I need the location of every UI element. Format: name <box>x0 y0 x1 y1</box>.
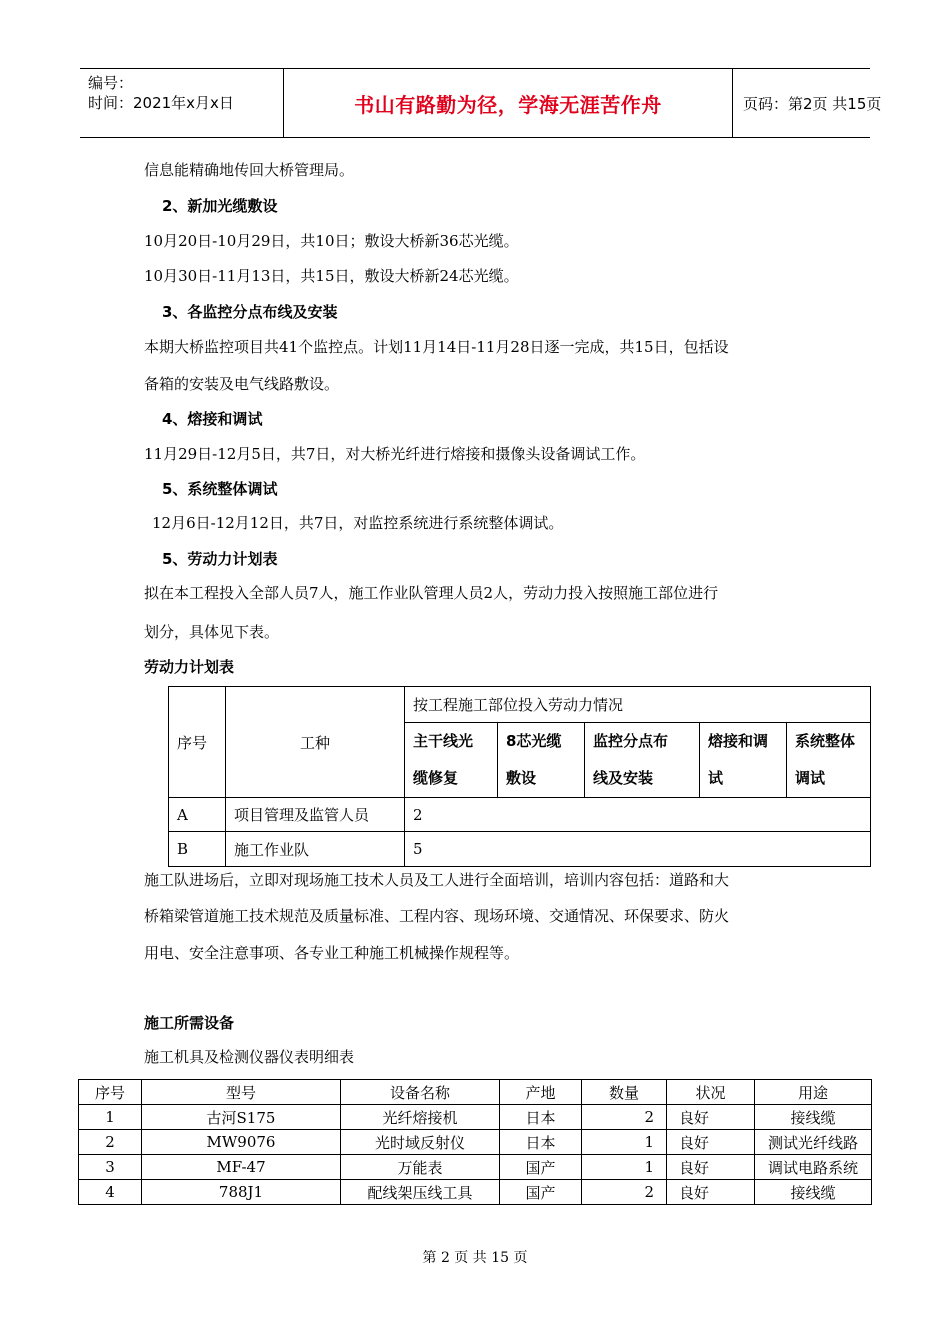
equipment-table <box>78 1079 872 1205</box>
paragraph-line: 本期大桥监控项目共41个监控点。计划11月14日-11月28日逐一完成，共15日，包括设 <box>144 338 729 356</box>
equip-header-cell: 状况 <box>667 1080 755 1105</box>
paragraph-line: 桥箱梁管道施工技术规范及质量标准、工程内容、现场环境、交通情况、环保要求、防火 <box>144 907 730 925</box>
header-motto: 书山有路勤为径，学海无涯苦作舟 <box>283 69 733 137</box>
header-meta <box>80 69 283 137</box>
equip-cell-origin: 日本 <box>500 1130 582 1155</box>
doc-time-label: 时间：2021年x月x日 <box>88 94 234 112</box>
equip-cell-name: 光纤熔接机 <box>341 1105 500 1130</box>
equip-cell-qty: 2 <box>582 1180 667 1205</box>
equip-cell-origin: 国产 <box>500 1155 582 1180</box>
section-heading: 3、各监控分点布线及安装 <box>162 303 338 321</box>
labor-subheader: 监控分点布 线及安装 <box>585 723 700 798</box>
section-heading: 施工所需设备 <box>144 1014 235 1032</box>
equip-cell-usage: 调试电路系统 <box>755 1155 872 1180</box>
equip-cell-name: 万能表 <box>341 1155 500 1180</box>
labor-row-no: A <box>169 798 226 832</box>
equip-cell-no: 1 <box>79 1105 142 1130</box>
doc-code-label: 编号： <box>88 74 134 92</box>
labor-col-no: 序号 <box>169 687 226 798</box>
equip-cell-usage: 接线缆 <box>755 1105 872 1130</box>
table-row <box>169 798 871 832</box>
equip-cell-qty: 1 <box>582 1155 667 1180</box>
page-footer: 第 2 页 共 15 页 <box>422 1250 528 1266</box>
equip-cell-model: 788J1 <box>142 1180 341 1205</box>
paragraph-line: 拟在本工程投入全部人员7人，施工作业队管理人员2人，劳动力投入按照施工部位进行 <box>144 584 719 602</box>
equip-header-cell: 设备名称 <box>341 1080 500 1105</box>
equip-cell-model: MF-47 <box>142 1155 341 1180</box>
labor-row-count: 5 <box>405 832 871 867</box>
equip-header-cell: 序号 <box>79 1080 142 1105</box>
section-heading: 5、劳动力计划表 <box>162 550 278 568</box>
paragraph-line: 信息能精确地传回大桥管理局。 <box>144 161 355 179</box>
labor-row-type: 施工作业队 <box>226 832 405 867</box>
labor-row-type: 项目管理及监管人员 <box>226 798 405 832</box>
table-row <box>79 1180 872 1205</box>
page-header <box>80 68 882 138</box>
labor-subheader: 系统整体 调试 <box>787 723 871 798</box>
equip-cell-name: 光时域反射仪 <box>341 1130 500 1155</box>
equip-cell-name: 配线架压线工具 <box>341 1180 500 1205</box>
paragraph-line: 11月29日-12月5日，共7日，对大桥光纤进行熔接和摄像头设备调试工作。 <box>144 445 646 463</box>
equip-cell-status: 良好 <box>667 1130 755 1155</box>
labor-subheader: 熔接和调 试 <box>700 723 787 798</box>
equip-cell-status: 良好 <box>667 1180 755 1205</box>
table-row <box>79 1155 872 1180</box>
labor-row-no: B <box>169 832 226 867</box>
equip-header-cell: 型号 <box>142 1080 341 1105</box>
equip-header-cell: 产地 <box>500 1080 582 1105</box>
table-title: 施工机具及检测仪器仪表明细表 <box>144 1048 355 1066</box>
equip-cell-usage: 测试光纤线路 <box>755 1130 872 1155</box>
labor-row-count: 2 <box>405 798 871 832</box>
equip-cell-no: 2 <box>79 1130 142 1155</box>
table-row <box>79 1130 872 1155</box>
equip-cell-status: 良好 <box>667 1155 755 1180</box>
section-heading: 2、新加光缆敷设 <box>162 197 278 215</box>
equip-cell-qty: 1 <box>582 1130 667 1155</box>
section-heading: 5、系统整体调试 <box>162 480 278 498</box>
paragraph-line: 10月30日-11月13日，共15日，敷设大桥新24芯光缆。 <box>144 267 519 285</box>
equip-cell-usage: 接线缆 <box>755 1180 872 1205</box>
table-header-row <box>79 1080 872 1105</box>
paragraph-line: 用电、安全注意事项、各专业工种施工机械操作规程等。 <box>144 944 520 962</box>
table-title: 劳动力计划表 <box>144 658 235 676</box>
labor-col-type: 工种 <box>226 687 405 798</box>
equip-header-cell: 用途 <box>755 1080 872 1105</box>
equip-header-cell: 数量 <box>582 1080 667 1105</box>
table-row <box>79 1105 872 1130</box>
equip-cell-origin: 日本 <box>500 1105 582 1130</box>
labor-subheader: 8芯光缆 敷设 <box>498 723 585 798</box>
paragraph-line: 12月6日-12月12日，共7日，对监控系统进行系统整体调试。 <box>152 514 564 532</box>
labor-group-header: 按工程施工部位投入劳动力情况 <box>405 687 871 723</box>
equip-cell-no: 4 <box>79 1180 142 1205</box>
section-heading: 4、熔接和调试 <box>162 410 263 428</box>
equip-cell-model: MW9076 <box>142 1130 341 1155</box>
header-page-info: 页码：第2页 共15页 <box>743 94 882 113</box>
equip-cell-origin: 国产 <box>500 1180 582 1205</box>
equip-cell-status: 良好 <box>667 1105 755 1130</box>
paragraph-line: 10月20日-10月29日，共10日；敷设大桥新36芯光缆。 <box>144 232 519 250</box>
equip-cell-no: 3 <box>79 1155 142 1180</box>
paragraph-line: 施工队进场后，立即对现场施工技术人员及工人进行全面培训，培训内容包括：道路和大 <box>144 871 730 889</box>
paragraph-line: 备箱的安装及电气线路敷设。 <box>144 375 340 393</box>
labor-plan-table <box>168 686 871 867</box>
labor-subheader: 主干线光 缆修复 <box>405 723 498 798</box>
paragraph-line: 划分，具体见下表。 <box>144 623 280 641</box>
equip-cell-qty: 2 <box>582 1105 667 1130</box>
table-row <box>169 832 871 867</box>
equip-cell-model: 古河S175 <box>142 1105 341 1130</box>
